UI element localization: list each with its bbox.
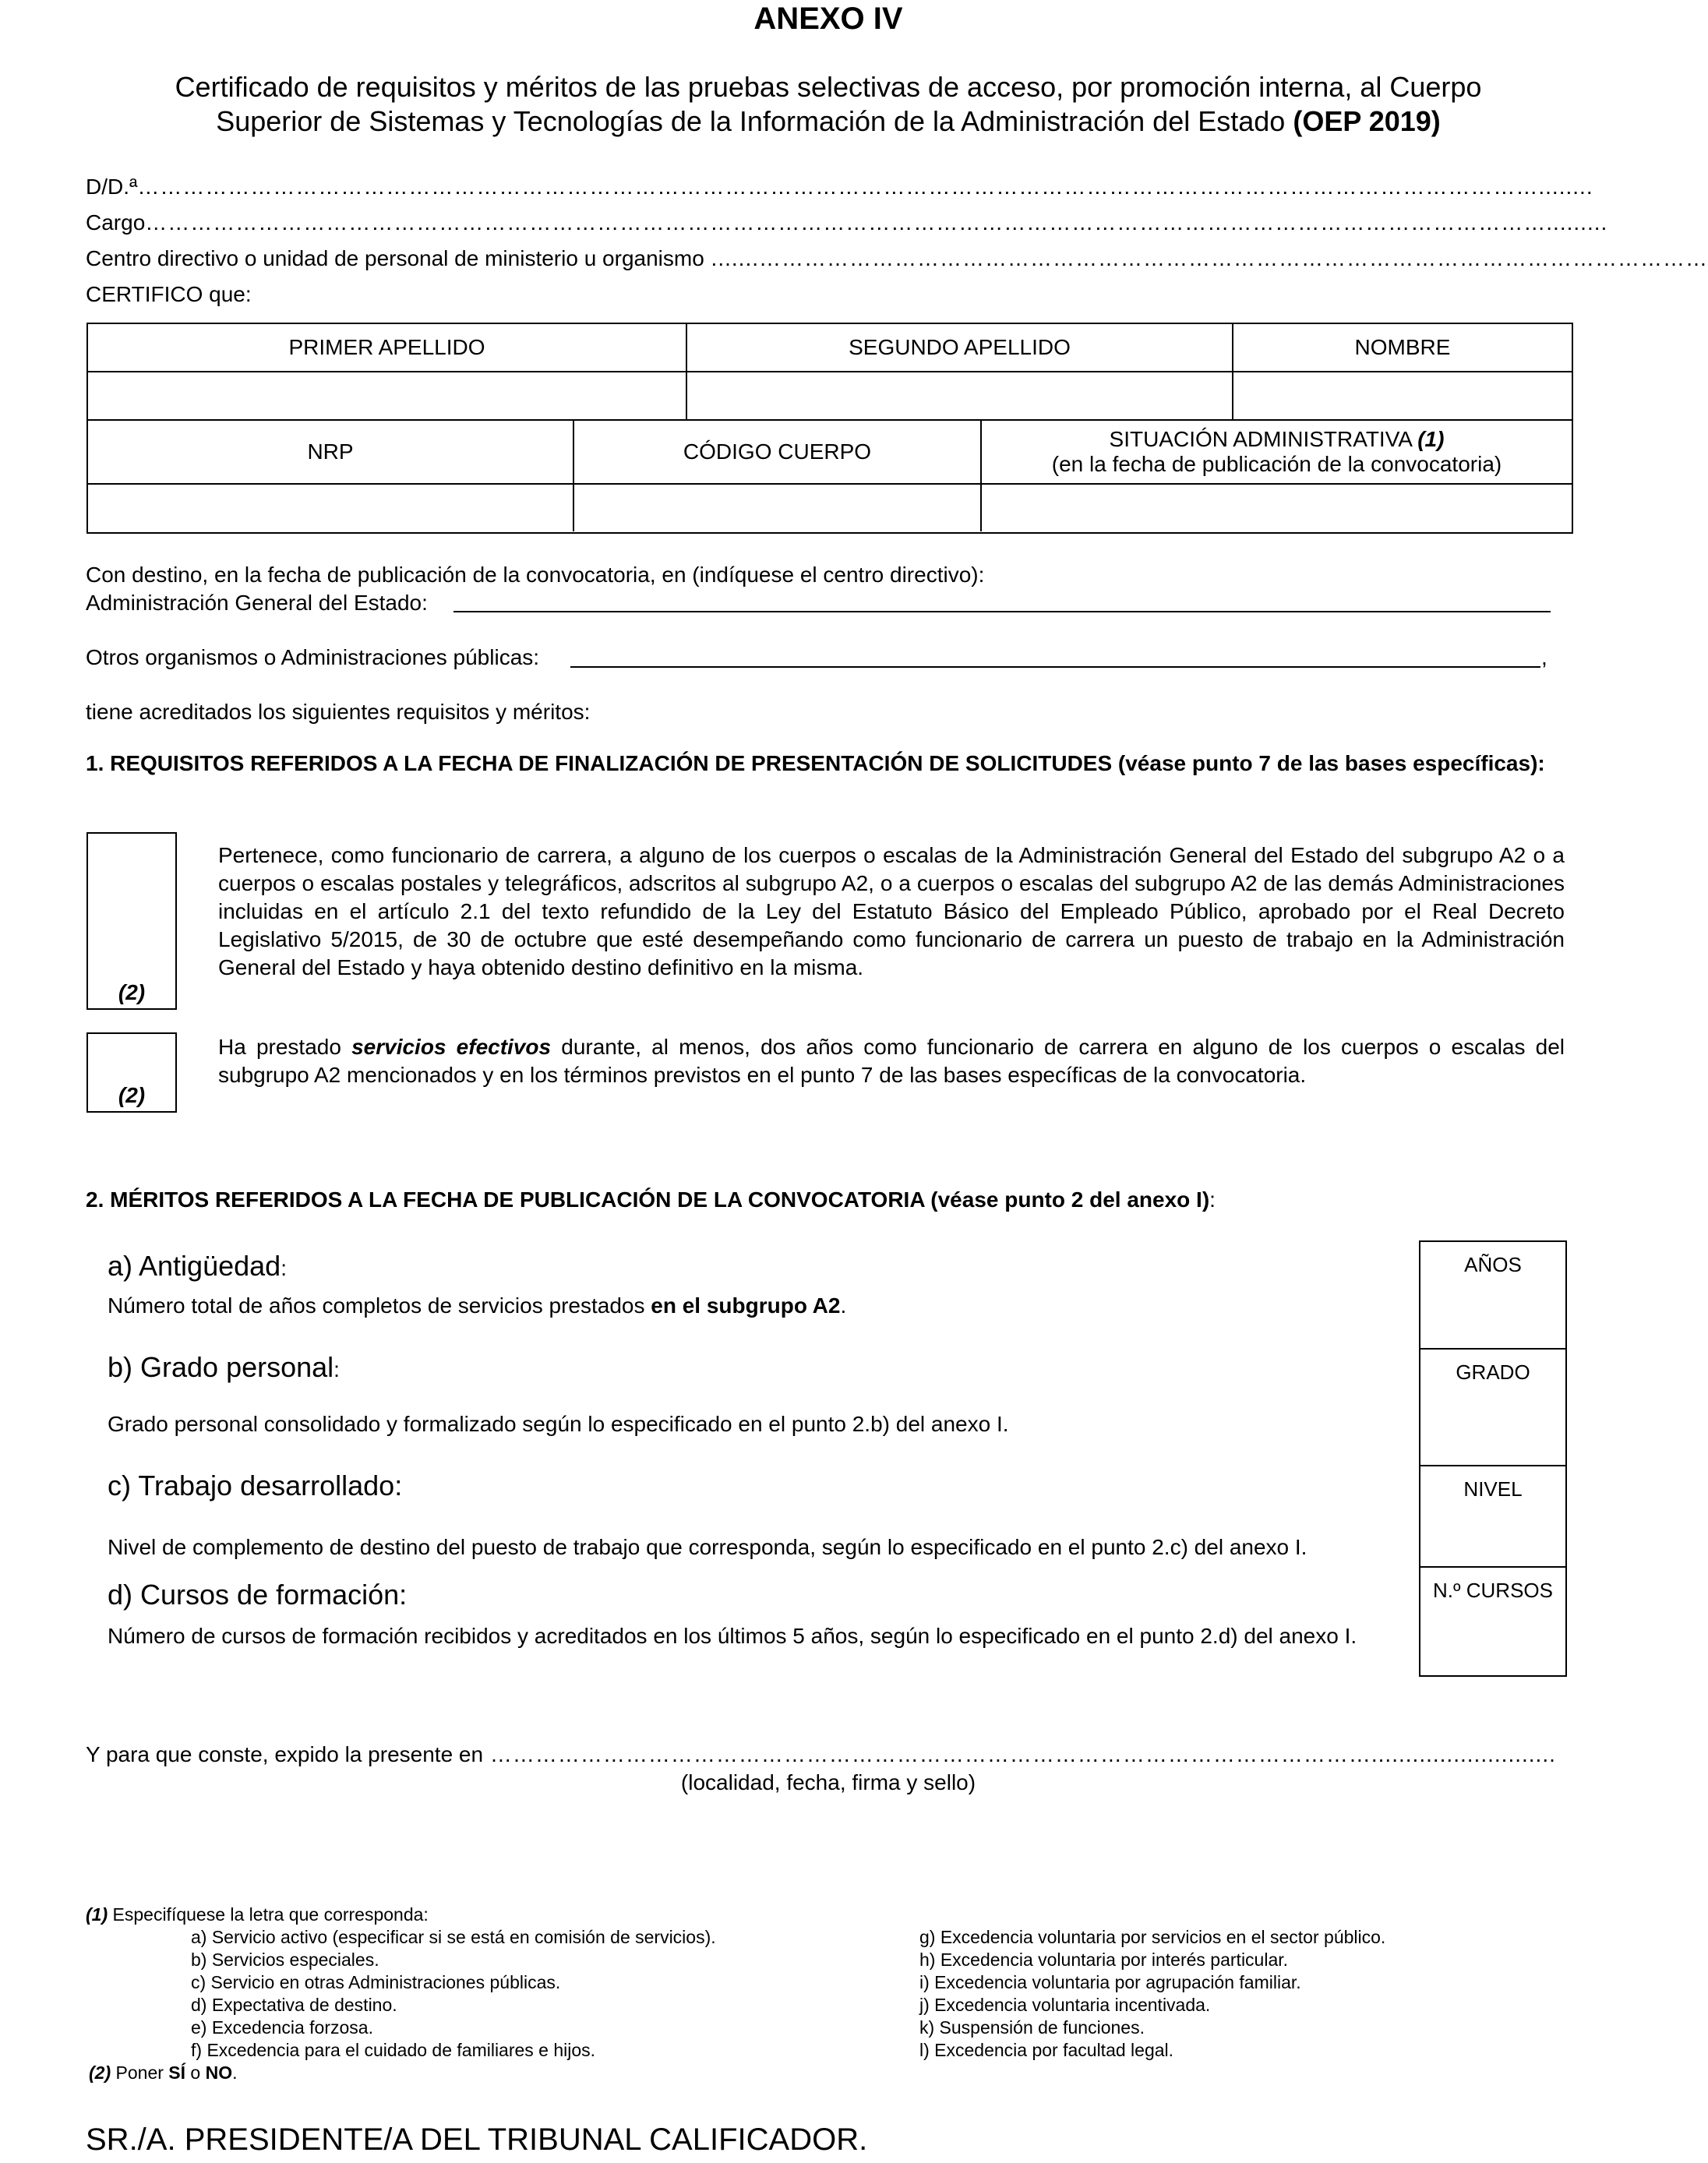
subtitle-line-2: Superior de Sistemas y Tecnologías de la Información de la Administración del Estado (OEP 2019) [216,105,1441,137]
page-subtitle [78,70,1579,139]
list-item: k) Suspensión de funciones. [919,2017,1145,2038]
list-item: l) Excedencia por facultad legal. [919,2040,1174,2060]
list-item: c) Servicio en otras Administraciones públicas. [191,1972,561,1992]
requisito1-text: Pertenece, como funcionario de carrera, a alguno de los cuerpos o escalas de la Administración General del Estado del subgrupo A2 o a cuerpos o escalas postales y telegráficos, adscritos al subgrupo A2, o a cuerpos o escalas del subgrupo A2 de las demás Administraciones incluidas en el artículo 2.1 del texto refundido de la Ley del Estatuto Básico del Empleado Público, aprobado por el Real Decreto Legislativo 5/2015, de 30 de octubre que esté desempeñando como funcionario de carrera un puesto de trabajo en la Administración General del Estado y haya obtenido destino definitivo en la misma. [218,843,1565,979]
footnote-1-right-list [919,1926,1385,2062]
cursos-box[interactable]: N.º CURSOS [1419,1568,1567,1677]
centro-field[interactable]: Centro directivo o unidad de personal de ministerio u organismo .......……………………………………………………………………………………………………………… [86,246,1708,270]
footnote-1-left-list [191,1926,716,2062]
grado-box[interactable]: GRADO [1419,1350,1567,1466]
header-situacion: SITUACIÓN ADMINISTRATIVA (1) (en la fecha de publicación de la convocatoria) [982,421,1572,485]
input-segundo-apellido[interactable] [687,372,1233,421]
section2-heading: 2. MÉRITOS REFERIDOS A LA FECHA DE PUBLICACIÓN DE LA CONVOCATORIA (véase punto 2 del anexo I): [86,1187,1216,1212]
subtitle-oep: (OEP 2019) [1293,105,1441,137]
subtitle-line-1: Certificado de requisitos y méritos de las pruebas selectivas de acceso, por promoción interna, al Cuerpo [175,71,1482,103]
merit-d-title: d) Cursos de formación: [108,1579,408,1611]
list-item: i) Excedencia voluntaria por agrupación familiar. [919,1972,1301,1992]
addressee: SR./A. PRESIDENTE/A DEL TRIBUNAL CALIFICADOR. [86,2122,868,2157]
input-nrp[interactable] [88,485,574,531]
list-item: g) Excedencia voluntaria por servicios en el sector público. [919,1927,1386,1947]
list-item: d) Expectativa de destino. [191,1995,397,2015]
footnote-1-heading: (1) Especifíquese la letra que corresponda: [86,1904,429,1925]
otros-comma: , [1541,645,1547,669]
list-item: b) Servicios especiales. [191,1950,379,1970]
nivel-box[interactable]: NIVEL [1419,1466,1567,1568]
input-nombre[interactable] [1233,372,1572,421]
header-nrp: NRP [88,421,574,485]
page-title: ANEXO IV [753,2,903,36]
list-item: f) Excedencia para el cuidado de familiares e hijos. [191,2040,596,2060]
age-label: Administración General del Estado: [86,591,428,615]
input-situacion[interactable] [982,485,1572,531]
merit-d-text: Número de cursos de formación recibidos y acreditados en los últimos 5 años, según lo especificado en el punto 2.d) del anexo I. [108,1624,1357,1648]
merit-c-text: Nivel de complemento de destino del puesto de trabajo que corresponda, según lo especificado en el punto 2.c) del anexo I. [108,1535,1307,1559]
input-codigo-cuerpo[interactable] [574,485,982,531]
merit-b-text: Grado personal consolidado y formalizado según lo especificado en el punto 2.b) del anexo I. [108,1412,1009,1436]
header-primer-apellido: PRIMER APELLIDO [88,324,687,372]
header-nombre: NOMBRE [1233,324,1572,372]
list-item: a) Servicio activo (especificar si se está en comisión de servicios). [191,1927,716,1947]
header-segundo-apellido: SEGUNDO APELLIDO [687,324,1233,372]
list-item: e) Excedencia forzosa. [191,2017,373,2038]
merit-a-text: Número total de años completos de servicios prestados en el subgrupo A2. [108,1293,847,1318]
list-item: h) Excedencia voluntaria por interés particular. [919,1950,1289,1970]
closing-sub: (localidad, fecha, firma y sello) [680,1770,976,1794]
tiene-acreditados: tiene acreditados los siguientes requisitos y méritos: [86,700,591,724]
section1-heading: 1. REQUISITOS REFERIDOS A LA FECHA DE FINALIZACIÓN DE PRESENTACIÓN DE SOLICITUDES (véase punto 7 de las bases específicas): [86,751,1545,775]
header-codigo-cuerpo: CÓDIGO CUERPO [574,421,982,485]
dd-field[interactable]: D/D.ª……………………………………………………………………………………………………………………………………………………………………........ [86,175,1593,199]
footnote-ref-1: (1) [1417,427,1445,451]
list-item: j) Excedencia voluntaria incentivada. [919,1995,1211,2015]
merit-c-title: c) Trabajo desarrollado: [108,1470,403,1501]
requisito1-checkbox[interactable]: (2) [86,832,177,1010]
otros-label: Otros organismos o Administraciones públicas: [86,645,540,669]
otros-input-line[interactable] [570,666,1540,668]
requisito2-text: Ha prestado servicios efectivos durante, al menos, dos años como funcionario de carrera en alguno de los cuerpos o escalas del subgrupo A2 mencionados y en los términos previstos en el punto 7 de las bases específicas de la convocatoria. [218,1035,1565,1087]
age-input-line[interactable] [453,611,1551,612]
input-primer-apellido[interactable] [88,372,687,421]
cargo-field[interactable]: Cargo……………………………………………………………………………………………………………………………………………………………………......... [86,210,1608,235]
closing-line[interactable]: Y para que conste, expido la presente en ………………………………………………………………………………………………………........................... [86,1742,1556,1766]
anos-box[interactable]: AÑOS [1419,1240,1567,1350]
identity-table [86,323,1573,534]
merit-a-title: a) Antigüedad: [108,1250,287,1282]
merit-b-title: b) Grado personal: [108,1351,340,1383]
footnote-2: (2) Poner SÍ o NO. [89,2062,238,2083]
destino-intro: Con destino, en la fecha de publicación de la convocatoria, en (indíquese el centro directivo): [86,563,985,587]
certifico-label: CERTIFICO que: [86,282,252,306]
requisito2-checkbox[interactable]: (2) [86,1032,177,1113]
